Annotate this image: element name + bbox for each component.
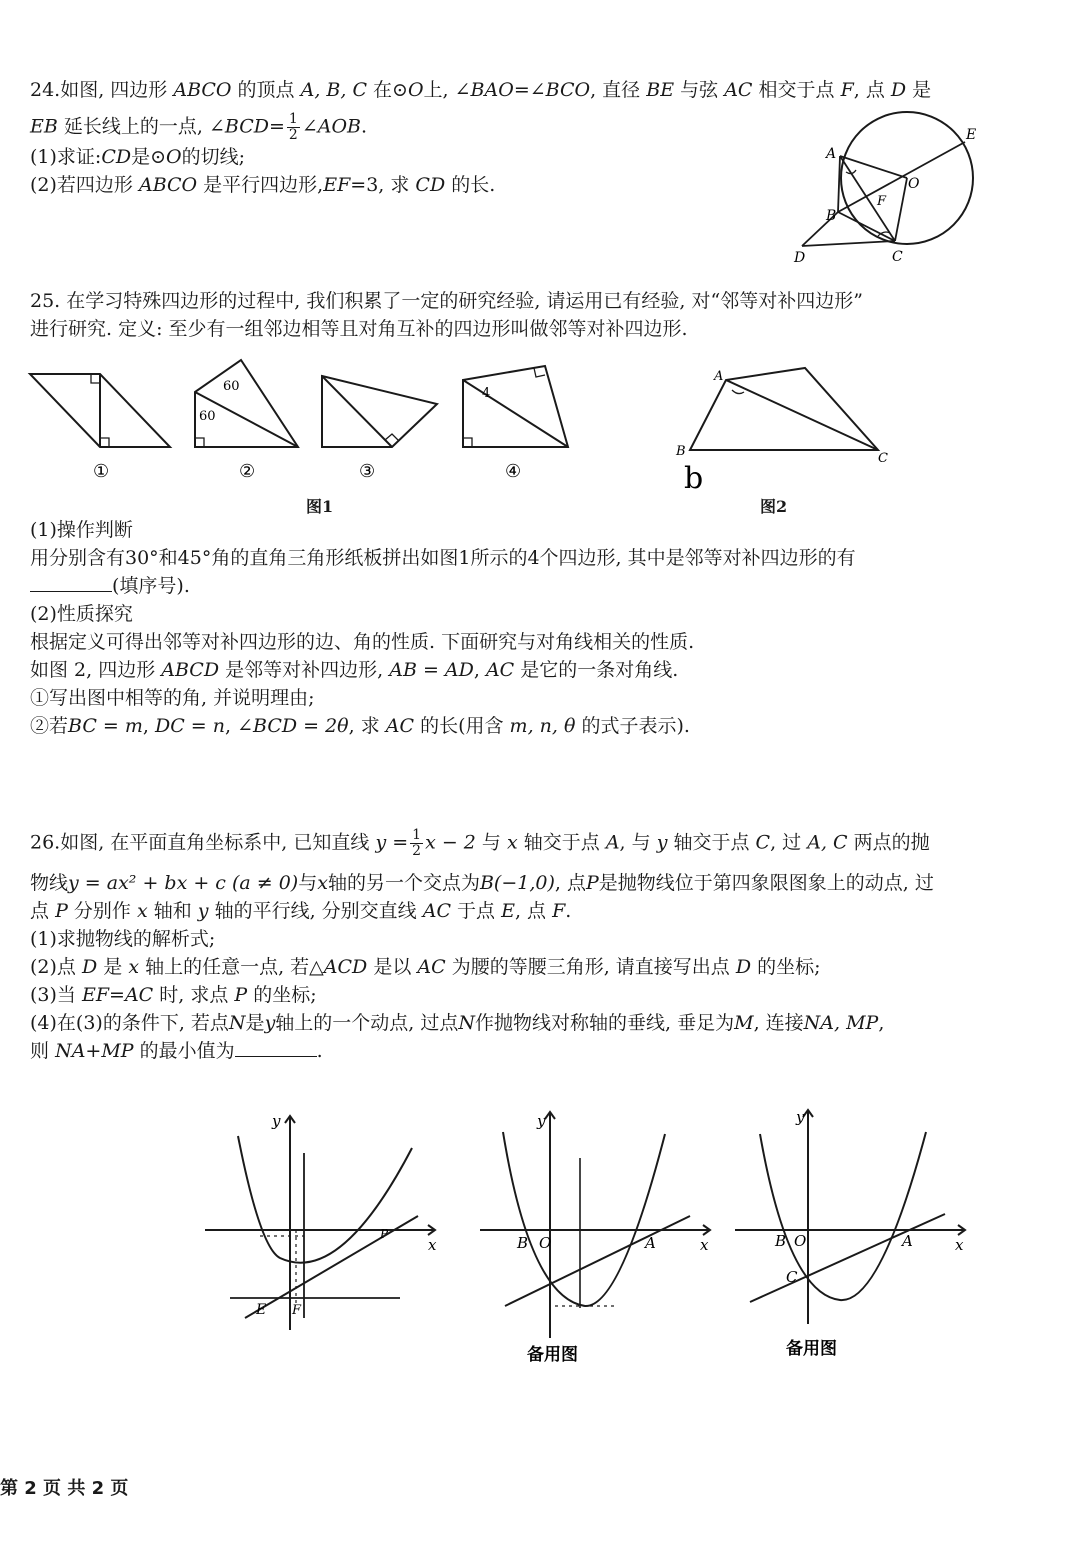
- label-e: E: [966, 127, 977, 143]
- q24-line1: 24.如图, 四边形 ABCO 的顶点 A, B, C 在⊙O上, ∠BAO=∠BCO, 直径 BE 与弦 AC 相交于点 F, 点 D 是: [30, 79, 932, 101]
- label-f: F: [877, 194, 887, 209]
- svg-text:60: 60: [199, 409, 216, 424]
- label-shape-1: ①: [93, 461, 110, 482]
- q25-line2: 进行研究. 定义: 至少有一组邻边相等且对角互补的四边形叫做邻等对补四边形.: [30, 318, 688, 340]
- q26-line1: 26.如图, 在平面直角坐标系中, 已知直线 y = $\frac{1}{2}$ x − 2 与 x 轴交于点 A, 与 y 轴交于点 C, 过 A, C 两点的抛: [30, 827, 930, 859]
- segment-oc: [895, 178, 907, 241]
- q25-p1-title: (1)操作判断: [30, 519, 133, 541]
- segment-ab: [838, 156, 840, 212]
- svg-text:A: A: [645, 1234, 656, 1252]
- q26-part1: (1)求抛物线的解析式;: [30, 928, 216, 950]
- q25-intro: [30, 287, 863, 343]
- fig2-label-b: B: [676, 444, 686, 459]
- svg-text:E: E: [256, 1302, 267, 1318]
- svg-text:F: F: [292, 1303, 302, 1318]
- fig2-caption: 图2: [760, 497, 788, 516]
- q24-circle-figure: [780, 108, 990, 268]
- q25-p1-fill: (填序号).: [30, 572, 856, 600]
- q24-part2: (2)若四边形 ABCO 是平行四边形,EF=3, 求 CD 的长.: [30, 174, 496, 196]
- q26-part3: (3)当 EF=AC 时, 求点 P 的坐标;: [30, 984, 317, 1006]
- svg-text:y: y: [272, 1112, 281, 1130]
- label-shape-4: ④: [505, 461, 522, 482]
- shape-3: [322, 376, 437, 447]
- fig2-handwritten-b: b: [684, 461, 704, 495]
- label-o: O: [908, 176, 920, 192]
- svg-text:C: C: [786, 1268, 798, 1286]
- svg-text:y: y: [796, 1108, 805, 1126]
- label-c: C: [892, 249, 903, 265]
- svg-text:60: 60: [223, 379, 240, 394]
- segment-dc: [802, 241, 895, 246]
- q25-s1: ①写出图中相等的角, 并说明理由;: [30, 687, 315, 709]
- svg-text:4: 4: [482, 386, 491, 401]
- svg-text:x: x: [955, 1236, 964, 1254]
- svg-text:O: O: [539, 1234, 552, 1252]
- q25-p2-line2: 如图 2, 四边形 ABCD 是邻等对补四边形, AB = AD, AC 是它的一条对角线.: [30, 659, 679, 681]
- q25-parts: [30, 516, 856, 740]
- q25-line1: 25. 在学习特殊四边形的过程中, 我们积累了一定的研究经验, 请运用已有经验, 对“邻等对补四边形”: [30, 290, 863, 312]
- label-shape-3: ③: [359, 461, 376, 482]
- fig1-caption: 图1: [306, 497, 334, 516]
- label-b: B: [826, 208, 837, 224]
- answer-blank-1: [30, 573, 112, 592]
- q24-part1: (1)求证:CD是⊙O的切线;: [30, 146, 246, 168]
- q26-line3: 点 P 分别作 x 轴和 y 轴的平行线, 分别交直线 AC 于点 E, 点 F.: [30, 900, 572, 922]
- label-shape-2: ②: [239, 461, 256, 482]
- svg-text:y: y: [537, 1112, 546, 1130]
- svg-text:x: x: [700, 1236, 709, 1254]
- q26-part5: 则 NA+MP 的最小值为 .: [30, 1040, 323, 1062]
- label-d: D: [794, 250, 806, 266]
- svg-text:B: B: [775, 1232, 787, 1250]
- fraction-half-2: $\frac{1}{2}$: [412, 827, 422, 859]
- shape-2: [195, 360, 298, 447]
- q25-figure2: [670, 360, 900, 495]
- svg-text:A: A: [902, 1232, 913, 1250]
- q25-p1-line: 用分别含有30°和45°角的直角三角形纸板拼出如图1所示的4个四边形, 其中是邻等对补四边形的有: [30, 547, 856, 569]
- shape-4: [463, 366, 568, 447]
- svg-text:x: x: [428, 1236, 437, 1254]
- spare-caption-2: 备用图: [786, 1339, 837, 1359]
- chord-ac: [840, 156, 895, 241]
- svg-text:O: O: [794, 1232, 807, 1250]
- svg-text:B: B: [517, 1234, 529, 1252]
- answer-blank-2: [235, 1038, 317, 1057]
- svg-text:P: P: [380, 1227, 389, 1241]
- fig2-label-a: A: [714, 369, 724, 384]
- label-a: A: [826, 146, 837, 162]
- q25-p2-line1: 根据定义可得出邻等对补四边形的边、角的性质. 下面研究与对角线相关的性质.: [30, 631, 695, 653]
- q26-text: [30, 828, 934, 1065]
- q26-graph-spare1: [475, 1108, 720, 1378]
- page-footer: 第 2 页 共 2 页: [0, 1478, 129, 1499]
- q25-p2-title: (2)性质探究: [30, 603, 133, 625]
- q26-graph-main: [200, 1108, 450, 1338]
- shape-1: [30, 374, 170, 447]
- q26-line2: 物线y = ax² + bx + c (a ≠ 0)与x轴的另一个交点为B(−1,0), 点P是抛物线位于第四象限图象上的动点, 过: [30, 872, 934, 894]
- q24-line2: EB 延长线上的一点, ∠BCD= $\frac{1}{2}$ ∠AOB.: [30, 111, 368, 143]
- segment-ao: [840, 156, 907, 178]
- q26-part4: (4)在(3)的条件下, 若点N是y轴上的一个动点, 过点N作抛物线对称轴的垂线, 垂足为M, 连接NA, MP,: [30, 1012, 885, 1034]
- fraction-half: $\frac{1}{2}$: [288, 111, 298, 143]
- q25-s2: ②若BC = m, DC = n, ∠BCD = 2θ, 求 AC 的长(用含 m, n, θ 的式子表示).: [30, 715, 690, 737]
- q26-graph-spare2: [730, 1104, 975, 1364]
- fig2-label-c: C: [878, 451, 888, 466]
- spare-caption-1: 备用图: [527, 1345, 578, 1365]
- q25-figure1: [25, 352, 585, 487]
- q26-part2: (2)点 D 是 x 轴上的任意一点, 若△ACD 是以 AC 为腰的等腰三角形, 请直接写出点 D 的坐标;: [30, 956, 821, 978]
